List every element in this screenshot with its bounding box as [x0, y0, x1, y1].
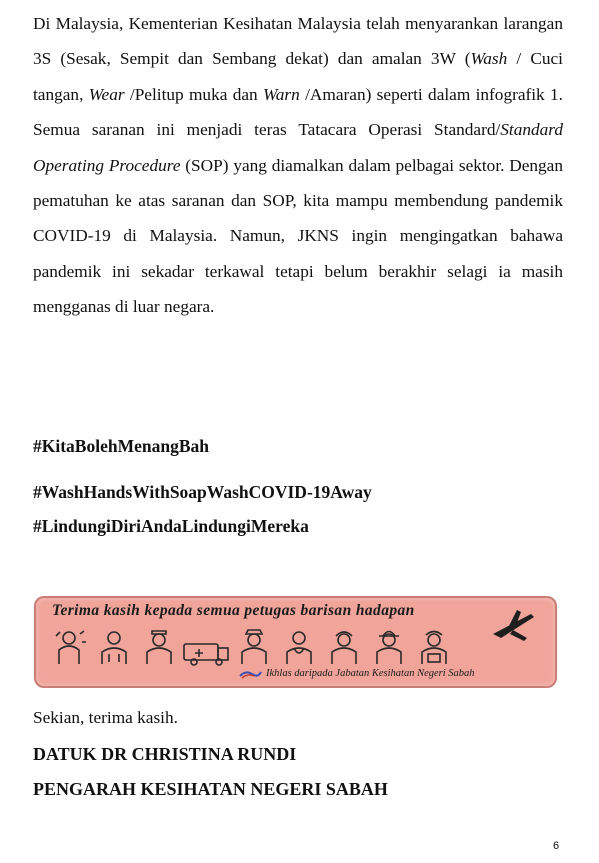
sop-term: Standard Operating Procedure	[33, 120, 563, 175]
paragraph-text: / Cuci tangan,	[33, 49, 563, 104]
frontliners-illustration	[54, 628, 484, 668]
police-icon	[242, 630, 266, 664]
airplane-icon	[491, 608, 536, 642]
paragraph-text: /Amaran) seperti dalam infografik 1. Semua saranan ini menjadi teras Tatacara Operasi Standard/	[33, 84, 563, 140]
paragraph-text: (SOP) yang diamalkan dalam pelbagai sektor. Dengan pematuhan ke atas saranan dan SOP, kita mampu membendung pandemik COVID-19 di Malaysia. Namun, JKNS ingin mengingatkan bahawa pandemik ini sekadar terkawal tetapi belum berakhir selagi ia masih mengganas di luar negara.	[33, 155, 563, 317]
ambulance-icon	[184, 644, 228, 665]
signatory-name: DATUK DR CHRISTINA RUNDI	[33, 744, 297, 764]
body-paragraph	[33, 6, 563, 325]
signatory-title: PENGARAH KESIHATAN NEGERI SABAH	[33, 779, 388, 799]
page-number: 6	[553, 840, 560, 852]
paragraph-text: Di Malaysia, Kementerian Kesihatan Malaysia telah menyarankan larangan 3S (Sesak, Sempit dan Sembang dekat) dan amalan 3W (	[33, 14, 563, 69]
hashtag-3: #LindungiDiriAndaLindungiMereka	[33, 516, 309, 536]
hashtag-2: #WashHandsWithSoapWashCOVID-19Away	[33, 482, 372, 502]
nurse-icon	[147, 631, 171, 664]
wash-term: Wash	[470, 49, 508, 69]
hashtag-1: #KitaBolehMenangBah	[33, 436, 209, 456]
ribbon-icon	[238, 668, 262, 680]
health-worker-icon	[287, 632, 311, 664]
sanitizer-worker-icon	[56, 631, 86, 664]
closing-remark: Sekian, terima kasih.	[33, 708, 178, 727]
banner-signature: Ikhlas daripada Jabatan Kesihatan Negeri Sabah	[266, 668, 475, 679]
thank-you-banner	[34, 596, 557, 688]
volunteer-icon	[422, 632, 446, 665]
wear-term: Wear	[88, 84, 125, 104]
firefighter-icon	[377, 632, 401, 665]
soldier-icon	[332, 632, 356, 664]
doctor-icon	[102, 632, 126, 664]
paragraph-text: /Pelitup muka dan	[124, 84, 263, 104]
warn-term: Warn	[262, 84, 300, 104]
banner-title: Terima kasih kepada semua petugas barisan hadapan	[52, 602, 415, 619]
